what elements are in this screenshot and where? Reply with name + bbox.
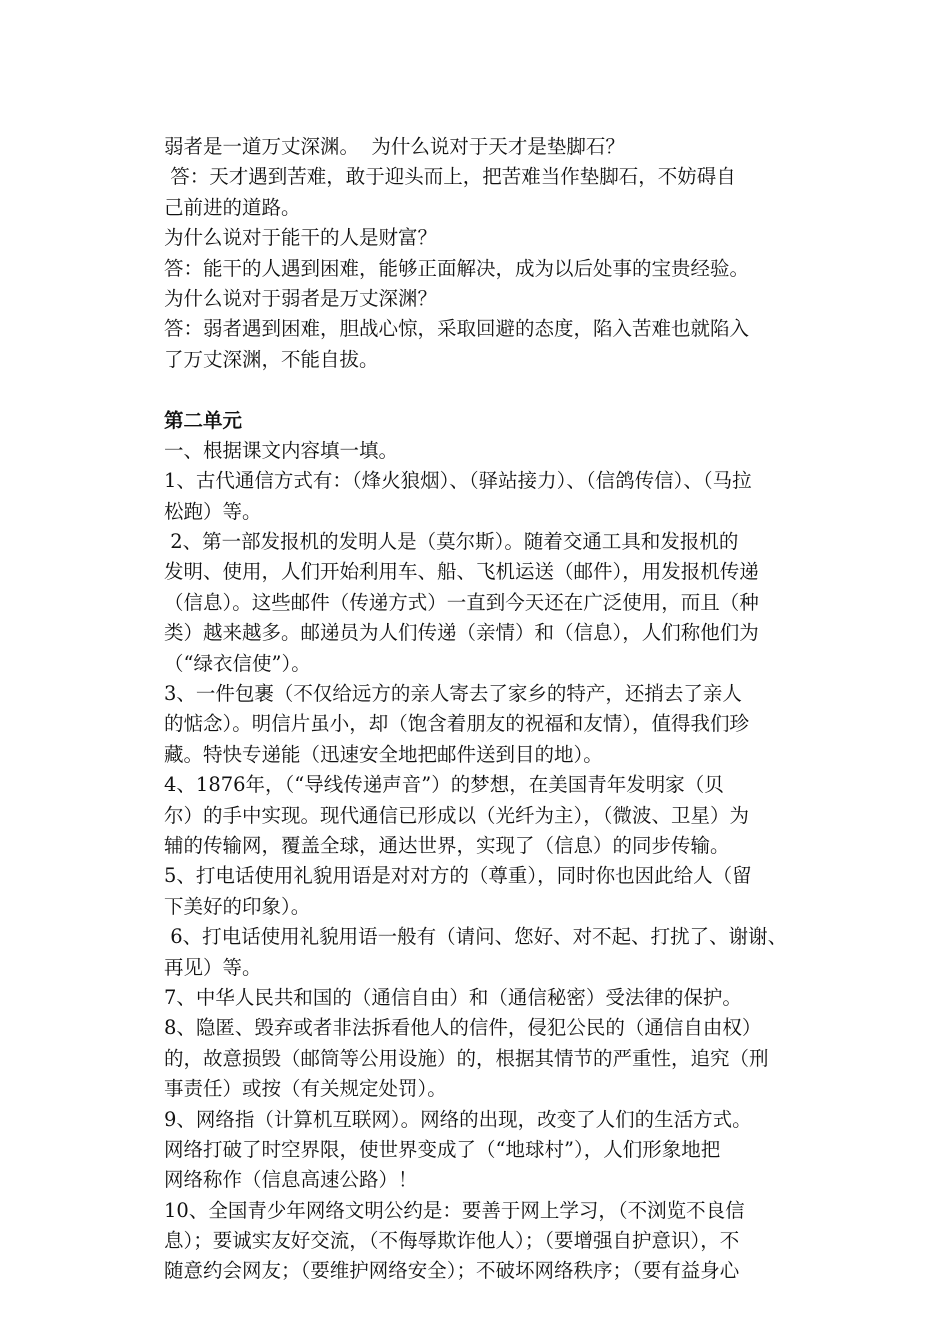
text-line: 9、网络指（计算机互联网）。网络的出现，改变了人们的生活方式。 (164, 1107, 752, 1131)
document-body (164, 132, 794, 1287)
text-line: 松跑）等。 (164, 499, 262, 523)
text-line: 8、隐匿、毁弃或者非法拆看他人的信件，侵犯公民的（通信自由权） (164, 1016, 762, 1040)
text-line: 答：天才遇到苦难，敢于迎头而上，把苦难当作垫脚石，不妨碍自 (164, 165, 736, 189)
text-line: 3、一件包裹（不仅给远方的亲人寄去了家乡的特产，还捎去了亲人 (164, 682, 742, 706)
text-line: 随意约会网友；（要维护网络安全）；不破坏网络秩序；（要有益身心 (164, 1259, 740, 1283)
text-line: 5、打电话使用礼貌用语是对对方的（尊重），同时你也因此给人（留 (164, 864, 752, 888)
text-line: 发明、使用，人们开始利用车、船、飞机运送（邮件），用发报机传递 (164, 560, 759, 584)
text-line: 网络称作（信息高速公路）！ (164, 1168, 418, 1192)
text-line: （“绿衣信使”）。 (164, 651, 311, 675)
text-line: 再见）等。 (164, 955, 262, 979)
text-line: 的惦念）。明信片虽小，却（饱含着朋友的祝福和友情），值得我们珍 (164, 712, 750, 736)
text-line: 事责任）或按（有关规定处罚）。 (164, 1077, 447, 1101)
text-line: 网络打破了时空界限，使世界变成了（“地球村”），人们形象地把 (164, 1137, 721, 1161)
text-line: 下美好的印象）。 (164, 894, 311, 918)
text-line: 为什么说对于弱者是万丈深渊？ (164, 286, 438, 310)
text-line: 2、第一部发报机的发明人是（莫尔斯）。随着交通工具和发报机的 (164, 530, 739, 554)
section-heading: 第二单元 (164, 408, 243, 432)
text-line: 己前进的道路。 (164, 195, 301, 219)
text-line: 一、根据课文内容填一填。 (164, 438, 399, 462)
text-line: 辅的传输网，覆盖全球，通达世界，实现了（信息）的同步传输。 (164, 833, 730, 857)
text-line: （信息）。这些邮件（传递方式）一直到今天还在广泛使用，而且（种 (164, 590, 759, 614)
text-line: 尔）的手中实现。现代通信已形成以（光纤为主），（微波、卫星）为 (164, 803, 750, 827)
text-line: 弱者是一道万丈深渊。 为什么说对于天才是垫脚石？ (164, 135, 625, 158)
text-line: 答：能干的人遇到困难，能够正面解决，成为以后处事的宝贵经验。 (164, 256, 750, 280)
text-line: 类）越来越多。邮递员为人们传递（亲情）和（信息），人们称他们为 (164, 621, 759, 645)
text-line: 了万丈深渊，不能自拔。 (164, 347, 379, 371)
text-line: 7、中华人民共和国的（通信自由）和（通信秘密）受法律的保护。 (164, 985, 742, 1009)
text-line: 答：弱者遇到困难，胆战心惊，采取回避的态度，陷入苦难也就陷入 (164, 317, 750, 341)
text-line: 10、全国青少年网络文明公约是：要善于网上学习，（不浏览不良信 (164, 1198, 745, 1222)
text-line: 4、1876年，（“导线传递声音”）的梦想，在美国青年发明家（贝 (164, 773, 724, 797)
text-line: 的，故意损毁（邮筒等公用设施）的，根据其情节的严重性，追究（刑 (164, 1046, 769, 1070)
text-line: 6、打电话使用礼貌用语一般有（请问、您好、对不起、打扰了、谢谢、 (164, 925, 788, 949)
paragraph-spacer (164, 375, 794, 405)
text-line: 1、古代通信方式有：（烽火狼烟）、（驿站接力）、（信鸽传信）、（马拉 (164, 469, 752, 493)
text-line: 藏。特快专递能（迅速安全地把邮件送到目的地）。 (164, 742, 603, 766)
text-line: 为什么说对于能干的人是财富？ (164, 226, 438, 250)
text-line: 息）；要诚实友好交流，（不侮辱欺诈他人）；（要增强自护意识），不 (164, 1229, 740, 1253)
